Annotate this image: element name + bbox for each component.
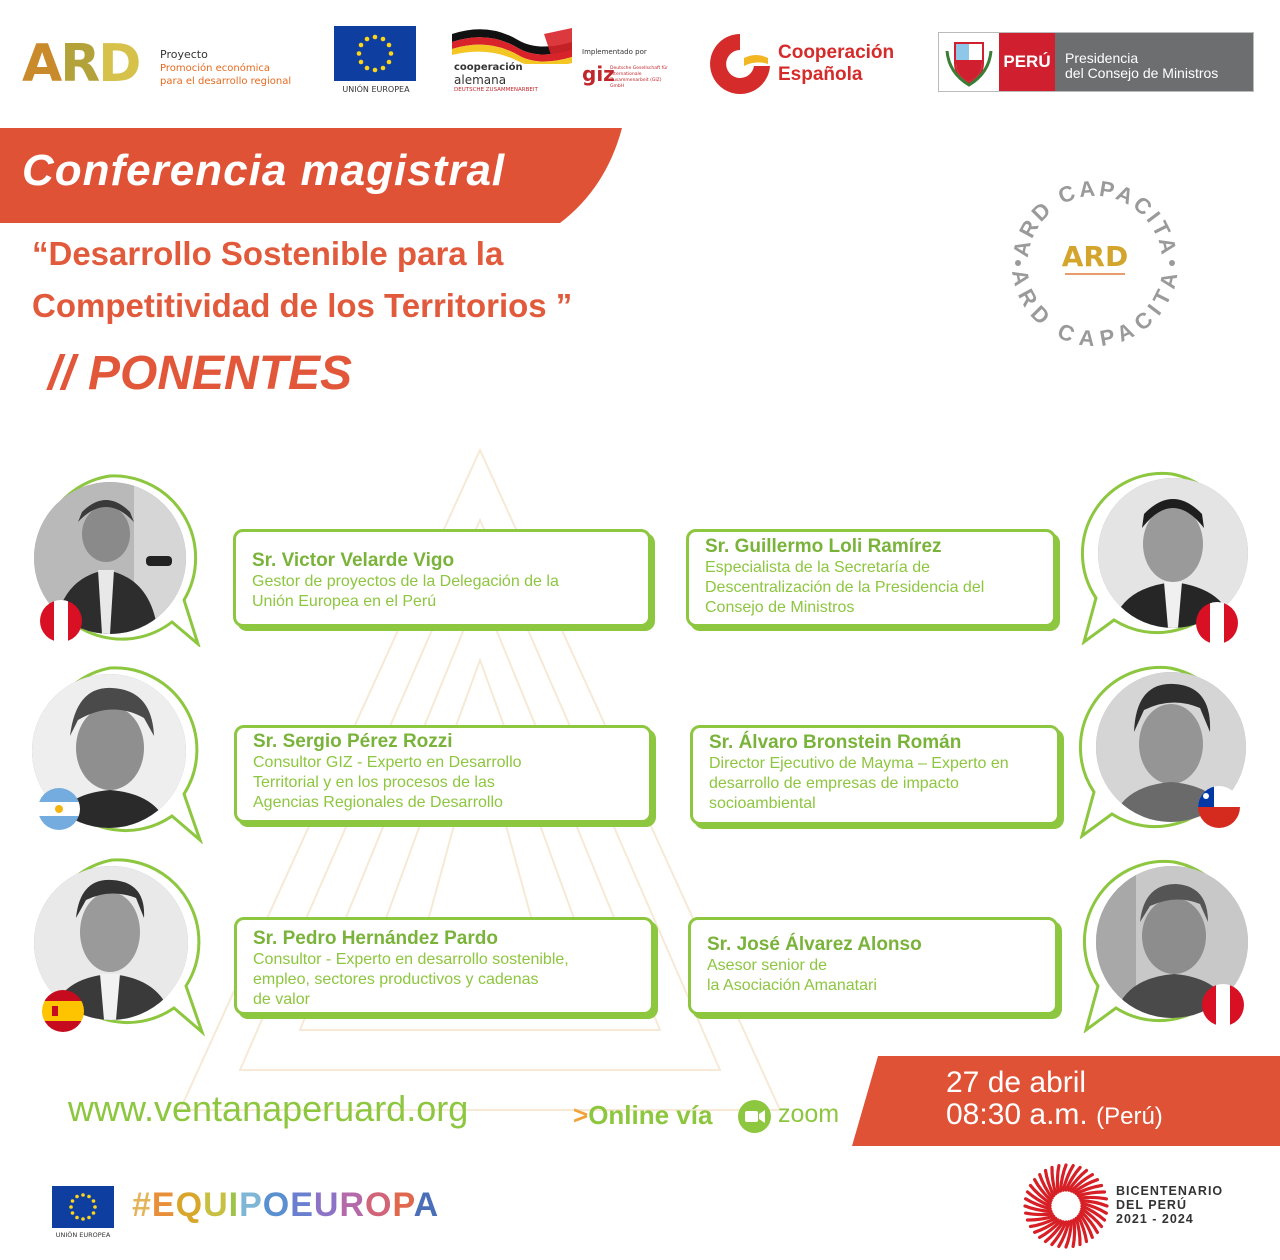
speaker-6-card [688, 917, 1058, 1015]
speaker-2-photo-bubble [1076, 470, 1256, 645]
giz-logo [448, 24, 668, 98]
peru-pcm-logo [938, 32, 1254, 92]
giz-wordmark: giz [582, 62, 615, 86]
peru-label: PERÚ [999, 33, 1055, 91]
speaker-3-photo-bubble [22, 664, 207, 839]
giz-fullname: Deutsche Gesellschaft für Internationale Zusammenarbeit (GIZ) GmbH [610, 66, 669, 89]
german-flag-ribbon-icon [448, 24, 578, 64]
speaker-2-card [686, 529, 1056, 627]
speaker-6-name: Sr. José Álvarez Alonso [707, 934, 922, 955]
peru-flag-icon [1196, 602, 1238, 644]
chile-flag-icon [1198, 786, 1240, 828]
bicentenario-logo [1022, 1162, 1242, 1250]
eu-logo [334, 26, 418, 98]
cooperacion-espanola-icon [708, 32, 772, 96]
speaker-5-card [234, 917, 654, 1015]
seal-ring-text-bottom: ARD CAPACITA [1007, 267, 1183, 348]
peru-flag-icon [1202, 984, 1244, 1026]
cooperacion-espanola-text: Cooperación Española [778, 42, 895, 85]
website-link[interactable]: www.ventanaperuard.org [68, 1088, 469, 1129]
speaker-1-name: Sr. Victor Velarde Vigo [252, 550, 455, 571]
ard-mark: ARD [22, 34, 140, 94]
speaker-4-photo-bubble [1074, 664, 1254, 839]
speaker-4-name: Sr. Álvaro Bronstein Román [709, 732, 962, 753]
seal-center-mark: ARD [1061, 240, 1129, 273]
arrow-icon: > [573, 1100, 589, 1130]
speaker-2-name: Sr. Guillermo Loli Ramírez [705, 536, 942, 557]
ard-capacita-seal [1000, 168, 1190, 348]
ard-proyecto-label: Proyecto [160, 48, 208, 61]
zoom-camera-icon [738, 1100, 771, 1133]
speaker-6-role: Asesor senior de la Asociación Amanatari [707, 957, 877, 994]
speaker-5-name: Sr. Pedro Hernández Pardo [253, 928, 498, 949]
speaker-2-role: Especialista de la Secretaría de Descentralización de la Presidencia del Consejo de Ministros [705, 559, 985, 616]
speaker-1-role: Gestor de proyectos de la Delegación de la Unión Europea en el Perú [252, 573, 559, 610]
eu-caption-bottom: UNIÓN EUROPEA [55, 1231, 111, 1239]
speaker-6-photo-bubble [1078, 858, 1258, 1033]
giz-coop-word: cooperación [454, 62, 523, 73]
event-date: 27 de abril [946, 1066, 1087, 1099]
speaker-3-name: Sr. Sergio Pérez Rozzi [253, 731, 453, 752]
svg-text:ARD CAPACITA [1007, 267, 1183, 348]
peru-shield-icon [939, 33, 999, 91]
giz-implemented-label: Implementado por [582, 48, 647, 56]
eu-flag-icon [52, 1186, 114, 1228]
event-time: 08:30 a.m. (Perú) [946, 1098, 1163, 1131]
conference-title: Conferencia magistral [22, 146, 506, 195]
eu-caption: UNIÓN EUROPEA [342, 85, 410, 94]
argentina-flag-icon [38, 788, 80, 830]
eu-flag-icon [334, 26, 416, 81]
bicentenario-sunburst-icon [1022, 1162, 1110, 1250]
zoom-wordmark: zoom [778, 1100, 840, 1128]
ard-subtitle: Promoción económica para el desarrollo regional [160, 63, 292, 87]
seal-ring-text-top: ARD CAPACITA [1007, 175, 1183, 260]
peru-flag-icon [40, 600, 82, 642]
online-via-label: >Online vía [573, 1100, 713, 1130]
equipo-europa-hashtag: #EQUIPOEUROPA [132, 1186, 440, 1224]
giz-dz-word: DEUTSCHE ZUSAMMENARBEIT [454, 87, 538, 93]
eu-logo-bottom [52, 1186, 114, 1242]
giz-alemana-word: alemana [454, 73, 507, 87]
ponentes-heading: // PONENTES [48, 347, 353, 400]
conference-subtitle: “Desarrollo Sostenible para la Competitividad de los Territorios ” [32, 235, 573, 324]
speaker-3-card [234, 725, 652, 823]
event-timezone: (Perú) [1096, 1103, 1163, 1130]
cooperacion-espanola-logo [708, 32, 908, 100]
speaker-5-photo-bubble [24, 856, 209, 1031]
speaker-4-card [690, 725, 1060, 825]
speaker-3-role: Consultor GIZ - Experto en Desarrollo Territorial y en los procesos de las Agencias Regionales de Desarrollo [253, 754, 522, 811]
spain-flag-icon [42, 990, 84, 1032]
speaker-1-card [233, 529, 651, 627]
speaker-4-role: Director Ejecutivo de Mayma – Experto en desarrollo de empresas de impacto socioambiental [709, 755, 1009, 812]
ard-logo [22, 36, 307, 96]
speaker-5-role: Consultor - Experto en desarrollo sostenible, empleo, sectores productivos y cadenas de valor [253, 951, 569, 1008]
speaker-1-photo-bubble [22, 472, 207, 647]
bicentenario-text: BICENTENARIO DEL PERÚ 2021 - 2024 [1116, 1184, 1224, 1226]
pcm-label: Presidencia del Consejo de Ministros [1055, 33, 1253, 91]
